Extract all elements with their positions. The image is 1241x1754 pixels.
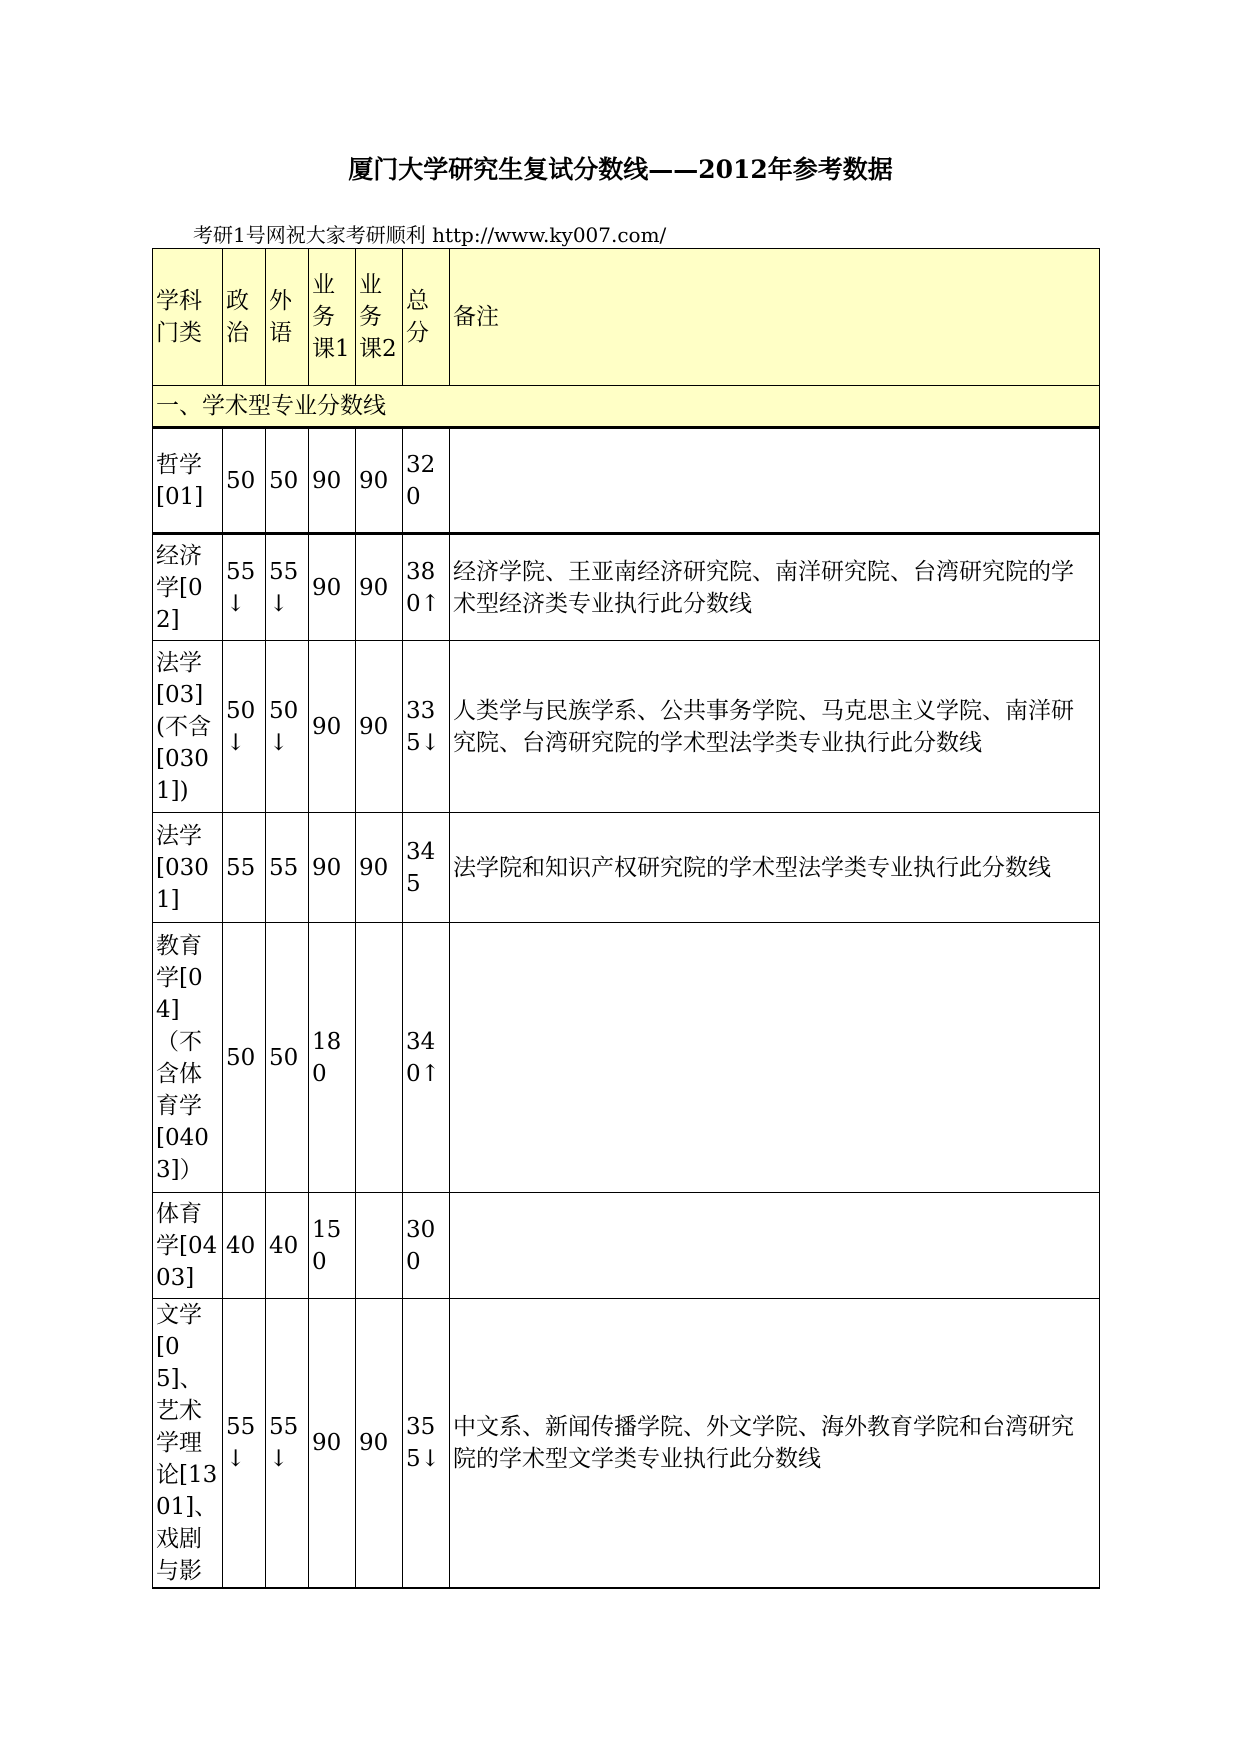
table-row — [153, 534, 1100, 641]
cell-politics: 55↓ — [223, 1299, 266, 1589]
cell-course1: 90 — [309, 534, 356, 641]
cell-subject: 法学[03](不含[0301]) — [153, 641, 223, 813]
table-row — [153, 641, 1100, 813]
header-course1: 业务课1 — [309, 249, 356, 386]
cell-total: 355↓ — [403, 1299, 450, 1589]
cell-language: 50 — [266, 923, 309, 1193]
cell-note — [450, 428, 1100, 534]
cell-language: 55↓ — [266, 534, 309, 641]
header-language: 外语 — [266, 249, 309, 386]
cell-politics: 50↓ — [223, 641, 266, 813]
cell-note — [450, 1193, 1100, 1299]
table-row — [153, 1193, 1100, 1299]
cell-total: 340↑ — [403, 923, 450, 1193]
cell-note: 人类学与民族学系、公共事务学院、马克思主义学院、南洋研究院、台湾研究院的学术型法学类专业执行此分数线 — [450, 641, 1100, 813]
header-subject: 学科门类 — [153, 249, 223, 386]
section-row — [153, 386, 1100, 428]
header-course2: 业务课2 — [356, 249, 403, 386]
cell-language: 50 — [266, 428, 309, 534]
cell-language: 55↓ — [266, 1299, 309, 1589]
cell-politics: 50 — [223, 923, 266, 1193]
cell-course2: 90 — [356, 534, 403, 641]
cell-total: 345 — [403, 813, 450, 923]
cell-note: 中文系、新闻传播学院、外文学院、海外教育学院和台湾研究院的学术型文学类专业执行此分数线 — [450, 1299, 1100, 1589]
cell-subject: 文学[05]、艺术学理论[1301]、戏剧与影 — [153, 1299, 223, 1589]
cell-course2: 90 — [356, 1299, 403, 1589]
cell-total: 335↓ — [403, 641, 450, 813]
cell-subject: 经济学[02] — [153, 534, 223, 641]
table-row — [153, 428, 1100, 534]
cell-course2: 90 — [356, 641, 403, 813]
cell-course1: 90 — [309, 428, 356, 534]
source-line: 考研1号网祝大家考研顺利 http://www.ky007.com/ — [193, 223, 667, 247]
header-politics: 政治 — [223, 249, 266, 386]
cell-course1: 90 — [309, 641, 356, 813]
cell-note — [450, 923, 1100, 1193]
cell-subject: 哲学[01] — [153, 428, 223, 534]
cell-total: 380↑ — [403, 534, 450, 641]
cell-subject: 教育学[04]（不含体育学[0403]） — [153, 923, 223, 1193]
table-row — [153, 1299, 1100, 1589]
page-title: 厦门大学研究生复试分数线——2012年参考数据 — [348, 155, 893, 184]
cell-politics: 40 — [223, 1193, 266, 1299]
cell-course2: 90 — [356, 428, 403, 534]
cell-course1: 150 — [309, 1193, 356, 1299]
cell-course1: 180 — [309, 923, 356, 1193]
table-header-row — [153, 249, 1100, 386]
cell-course2: 90 — [356, 813, 403, 923]
cell-total: 320 — [403, 428, 450, 534]
table-row — [153, 923, 1100, 1193]
header-total: 总分 — [403, 249, 450, 386]
cell-language: 55 — [266, 813, 309, 923]
cell-course2 — [356, 923, 403, 1193]
cell-politics: 55↓ — [223, 534, 266, 641]
table-row — [153, 813, 1100, 923]
score-table — [152, 248, 1100, 1589]
cell-note: 经济学院、王亚南经济研究院、南洋研究院、台湾研究院的学术型经济类专业执行此分数线 — [450, 534, 1100, 641]
cell-total: 300 — [403, 1193, 450, 1299]
cell-politics: 50 — [223, 428, 266, 534]
header-note: 备注 — [450, 249, 1100, 386]
cell-language: 40 — [266, 1193, 309, 1299]
cell-note: 法学院和知识产权研究院的学术型法学类专业执行此分数线 — [450, 813, 1100, 923]
cell-subject: 体育学[0403] — [153, 1193, 223, 1299]
cell-politics: 55 — [223, 813, 266, 923]
cell-language: 50↓ — [266, 641, 309, 813]
cell-course2 — [356, 1193, 403, 1299]
cell-course1: 90 — [309, 813, 356, 923]
section-label: 一、学术型专业分数线 — [153, 386, 1100, 428]
cell-course1: 90 — [309, 1299, 356, 1589]
cell-subject: 法学[0301] — [153, 813, 223, 923]
